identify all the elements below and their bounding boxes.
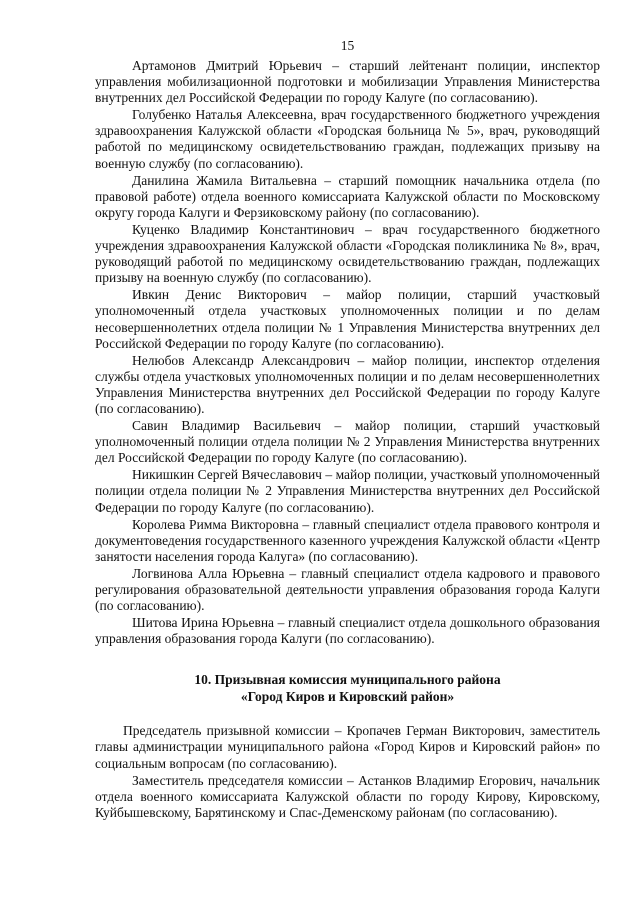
commission-chairman: Председатель призывной комиссии – Кропачев Герман Викторович, заместитель главы администрации муниципального района «Город Киров и Кировский район» по социальным вопросам (по согласованию). <box>95 723 600 771</box>
page-number: 15 <box>340 38 355 53</box>
member-koroleva: Королева Римма Викторовна – главный специалист отдела правового контроля и документоведения государственного казенного учреждения Калужской области «Центр занятости населения города Калуга» (по согласованию). <box>95 516 600 564</box>
member-logvinova: Логвинова Алла Юрьевна – главный специалист отдела кадрового и правового регулирования образовательной деятельности управления образования города Калуги (по согласованию). <box>95 565 600 614</box>
member-artamonov: Артамонов Дмитрий Юрьевич – старший лейтенант полиции, инспектор управления мобилизационной подготовки и мобилизации Управления Министерства внутренних дел Российской Федерации по городу Калуге (по согласованию). <box>95 58 600 106</box>
section-title-line-2: «Город Киров и Кировский район» <box>240 689 455 705</box>
member-ivkin: Ивкин Денис Викторович – майор полиции, старший участковый уполномоченный отдела участковых уполномоченных полиции и по делам несовершеннолетних отдела полиции № 1 Управления Министерства внутренних дел Российской Федерации по городу Калуге (по согласованию). <box>95 287 600 351</box>
member-danilina: Данилина Жамила Витальевна – старший помощник начальника отдела (по правовой работе) отдела военного комиссариата Калужской области по Московскому округу города Калуги и Ферзиковскому району (по согласованию). <box>95 172 600 220</box>
member-shitova: Шитова Ирина Юрьевна – главный специалист отдела дошкольного образования управления образования города Калуги (по согласованию). <box>95 615 600 647</box>
member-nikishkin: Никишкин Сергей Вячеславович – майор полиции, участковый уполномоченный полиции отдела полиции № 2 Управления Министерства внутренних дел Российской Федерации по городу Калуге (по согласованию). <box>95 467 600 515</box>
commission-deputy-chairman: Заместитель председателя комиссии – Астанков Владимир Егорович, начальник отдела военного комиссариата Калужской области по городу Кирову, Кировскому, Куйбышевскому, Барятинскому и Спас-Деменскому районам (по согласованию). <box>95 772 600 820</box>
member-kutsenko: Куценко Владимир Константинович – врач государственного бюджетного учреждения здравоохранения Калужской области «Городская поликлиника № 8», врач, руководящий работой по медицинскому освидетельствованию граждан, подлежащих призыву на военную службу (по согласованию). <box>95 221 600 286</box>
section-title-line-1: 10. Призывная комиссия муниципального района <box>194 672 501 688</box>
member-nelyubov: Нелюбов Александр Александрович – майор полиции, инспектор отделения службы отдела участковых уполномоченных полиции и по делам несовершеннолетних Управления Министерства внутренних дел Российской Федерации по городу Калуге (по согласованию). <box>95 352 600 416</box>
member-list <box>95 58 600 647</box>
member-golubenko: Голубенко Наталья Алексеевна, врач государственного бюджетного учреждения здравоохранения Калужской области «Городская больница № 5», врач, руководящий работой по медицинскому освидетельствованию граждан, подлежащих призыву на военную службу (по согласованию). <box>95 107 600 171</box>
member-savin: Савин Владимир Васильевич – майор полиции, старший участковый уполномоченный полиции отдела полиции № 2 Управления Министерства внутренних дел Российской Федерации по городу Калуге (по согласованию). <box>95 418 600 466</box>
section-title <box>95 671 600 705</box>
document-page <box>95 38 600 822</box>
